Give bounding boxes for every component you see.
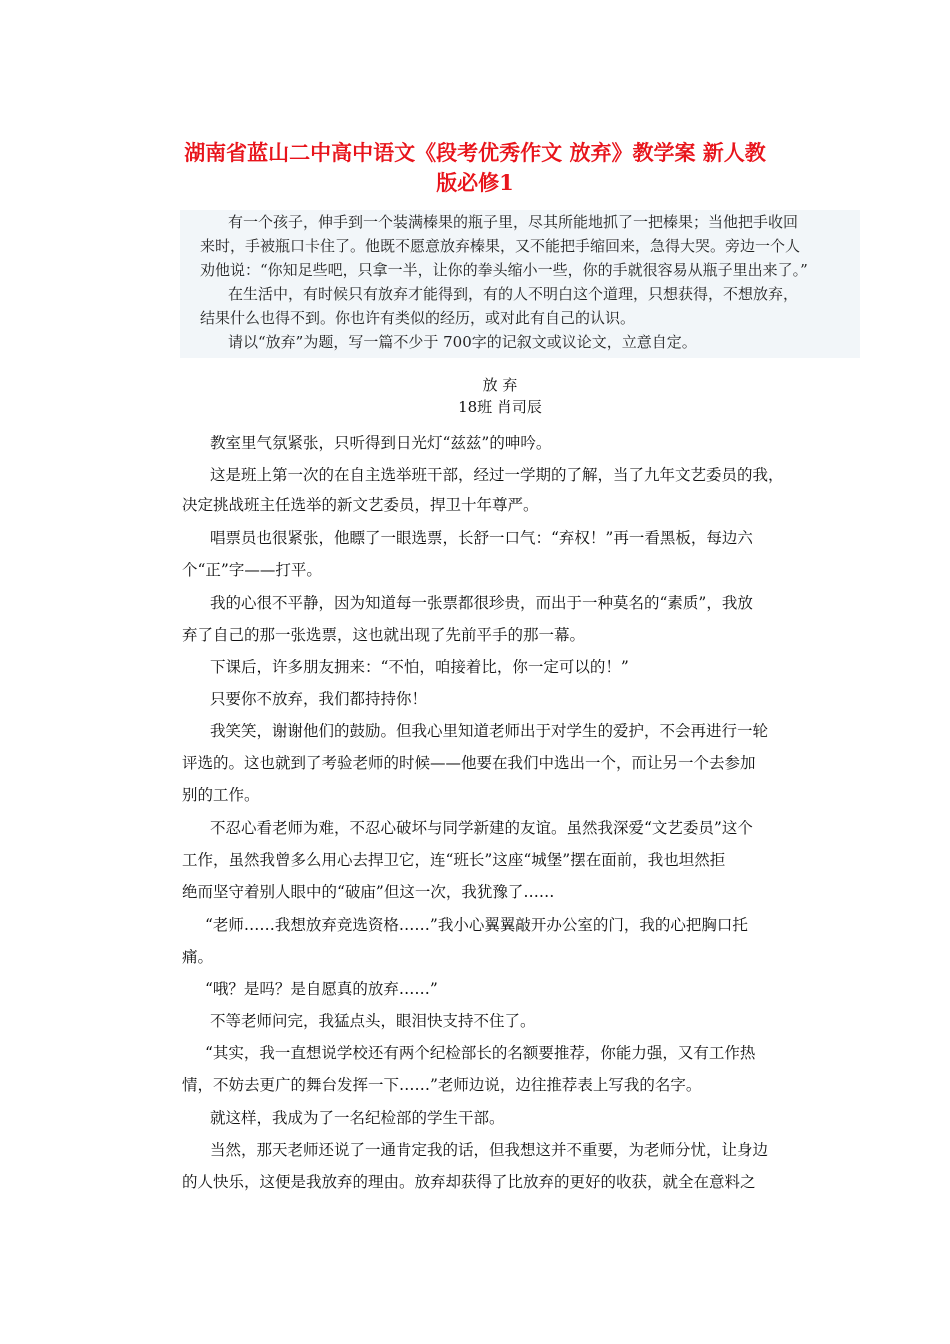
body-line: 的人快乐，这便是我放弃的理由。放弃却获得了比放弃的更好的收获，就全在意料之 xyxy=(182,1173,756,1191)
body-line: 决定挑战班主任选举的新文艺委员，捍卫十年尊严。 xyxy=(182,496,539,514)
body-line: 当然，那天老师还说了一通肯定我的话，但我想这并不重要，为老师分忧，让身边 xyxy=(210,1141,769,1159)
body-line: “老师……我想放弃竞选资格……”我小心翼翼敲开办公室的门，我的心把胸口托 xyxy=(205,916,748,934)
essay-author: 18班 肖司辰 xyxy=(458,398,542,416)
body-line: 就这样，我成为了一名纪检部的学生干部。 xyxy=(210,1109,505,1127)
body-line: 个“正”字——打平。 xyxy=(182,561,322,579)
body-line: 教室里气氛紧张，只听得到日光灯“兹兹”的呻吟。 xyxy=(210,434,552,452)
body-line: “哦？是吗？是自愿真的放弃……” xyxy=(205,980,438,998)
body-line: 工作，虽然我曾多么用心去捍卫它，连“班长”这座“城堡”摆在面前，我也坦然拒 xyxy=(182,851,726,869)
body-line: 痛。 xyxy=(182,948,214,966)
body-line: 评选的。这也就到了考验老师的时候——他要在我们中选出一个，而让另一个去参加 xyxy=(182,754,756,772)
body-line: 别的工作。 xyxy=(182,786,260,804)
essay-title: 放 弃 xyxy=(482,376,518,394)
prompt-line: 来时，手被瓶口卡住了。他既不愿意放弃榛果，又不能把手缩回来，急得大哭。旁边一个人 xyxy=(200,237,801,255)
body-line: 弃了自己的那一张选票，这也就出现了先前平手的那一幕。 xyxy=(182,626,586,644)
body-line: 我的心很不平静，因为知道每一张票都很珍贵，而出于一种莫名的“素质”，我放 xyxy=(210,594,753,612)
writing-prompt-box xyxy=(180,210,860,358)
prompt-line: 有一个孩子，伸手到一个装满榛果的瓶子里，尽其所能地抓了一把榛果；当他把手收回 xyxy=(228,213,799,231)
body-line: 我笑笑，谢谢他们的鼓励。但我心里知道老师出于对学生的爱护，不会再进行一轮 xyxy=(210,722,769,740)
body-line: 不忍心看老师为难，不忍心破坏与同学新建的友谊。虽然我深爱“文艺委员”这个 xyxy=(210,819,753,837)
document-title xyxy=(150,138,800,198)
prompt-line: 劝他说：“你知足些吧，只拿一半，让你的拳头缩小一些，你的手就很容易从瓶子里出来了。” xyxy=(200,261,808,279)
body-line: 唱票员也很紧张，他瞟了一眼选票，长舒一口气：“弃权！”再一看黑板，每边六 xyxy=(210,529,753,547)
prompt-line: 在生活中，有时候只有放弃才能得到，有的人不明白这个道理，只想获得，不想放弃， xyxy=(228,285,799,303)
body-line: 情，不妨去更广的舞台发挥一下……”老师边说，边往推荐表上写我的名字。 xyxy=(182,1076,702,1094)
body-line: 这是班上第一次的在自主选举班干部，经过一学期的了解，当了九年文艺委员的我， xyxy=(210,466,784,484)
prompt-line: 结果什么也得不到。你也许有类似的经历，或对此有自己的认识。 xyxy=(200,309,636,327)
prompt-line: 请以“放弃”为题，写一篇不少于 700字的记叙文或议论文，立意自定。 xyxy=(228,333,697,351)
body-line: “其实，我一直想说学校还有两个纪检部长的名额要推荐，你能力强，又有工作热 xyxy=(205,1044,756,1062)
body-line: 只要你不放弃，我们都持持你！ xyxy=(210,690,428,708)
body-line: 下课后，许多朋友拥来：“不怕，咱接着比，你一定可以的！” xyxy=(210,658,629,676)
body-line: 不等老师问完，我猛点头，眼泪快支持不住了。 xyxy=(210,1012,536,1030)
body-line: 绝而坚守着别人眼中的“破庙”但这一次，我犹豫了…… xyxy=(182,883,555,901)
title-line-2: 版必修1 xyxy=(436,170,514,195)
title-line-1: 湖南省蓝山二中高中语文《段考优秀作文 放弃》教学案 新人教 xyxy=(184,140,766,165)
